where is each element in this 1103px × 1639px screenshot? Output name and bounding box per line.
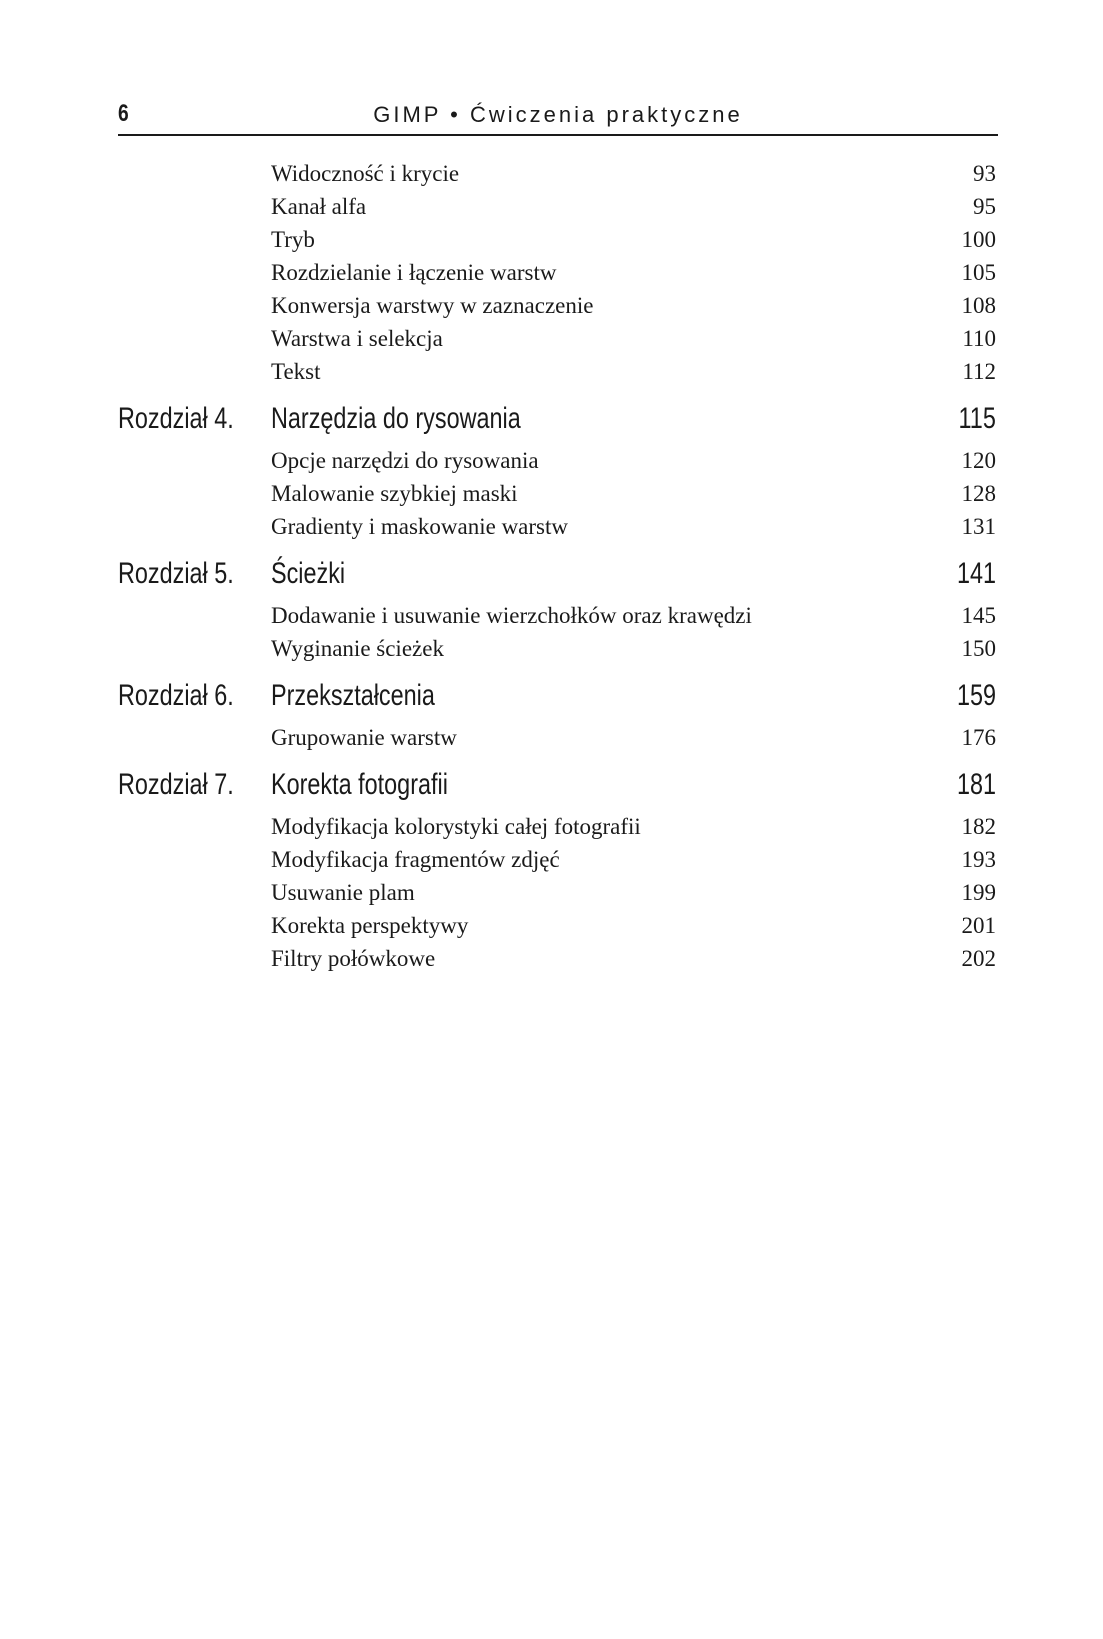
chapter-page-number: 115 xyxy=(958,402,996,435)
entry-page-number: 128 xyxy=(961,481,996,506)
entry-page-number: 95 xyxy=(973,194,996,219)
entry-page-number: 110 xyxy=(962,326,996,351)
chapter-section xyxy=(118,760,996,975)
entry-page-number: 108 xyxy=(961,293,996,318)
toc-entry xyxy=(118,632,996,665)
entry-page-number: 193 xyxy=(961,847,996,872)
entry-title: Warstwa i selekcja xyxy=(271,326,443,351)
entry-title: Tryb xyxy=(271,227,315,252)
chapter-heading xyxy=(118,394,996,444)
chapter-heading xyxy=(118,549,996,599)
entry-page-number: 120 xyxy=(961,448,996,473)
chapter-page-number: 141 xyxy=(956,557,996,590)
toc-entry xyxy=(118,256,996,289)
chapter-label: Rozdział 7. xyxy=(118,768,234,801)
toc-entry xyxy=(118,843,996,876)
entry-page-number: 199 xyxy=(961,880,996,905)
toc-entry xyxy=(118,223,996,256)
toc-entry xyxy=(118,322,996,355)
chapter-heading xyxy=(118,760,996,810)
chapter-page-number: 181 xyxy=(956,768,996,801)
chapter-section xyxy=(118,394,996,543)
entry-title: Modyfikacja fragmentów zdjęć xyxy=(271,847,560,872)
table-of-contents xyxy=(118,157,996,975)
toc-entry xyxy=(118,909,996,942)
entry-title: Grupowanie warstw xyxy=(271,725,457,750)
entry-title: Usuwanie plam xyxy=(271,880,415,905)
toc-entry xyxy=(118,810,996,843)
toc-entry xyxy=(118,876,996,909)
entry-title: Filtry połówkowe xyxy=(271,946,436,971)
chapter-title: Korekta fotografii xyxy=(271,768,448,801)
entry-title: Kanał alfa xyxy=(271,194,367,219)
entry-page-number: 145 xyxy=(961,603,996,628)
entry-page-number: 105 xyxy=(961,260,996,285)
entry-page-number: 182 xyxy=(961,814,996,839)
entry-page-number: 150 xyxy=(961,636,996,661)
toc-entry xyxy=(118,721,996,754)
toc-entry xyxy=(118,477,996,510)
entry-page-number: 100 xyxy=(961,227,996,252)
chapter-label: Rozdział 6. xyxy=(118,679,234,712)
running-title: GIMP • Ćwiczenia praktyczne xyxy=(373,102,743,127)
entry-title: Korekta perspektywy xyxy=(271,913,469,938)
entry-page-number: 112 xyxy=(962,359,996,384)
toc-entry xyxy=(118,510,996,543)
entry-page-number: 202 xyxy=(961,946,996,971)
entry-title: Widoczność i krycie xyxy=(271,161,460,186)
running-header xyxy=(118,98,998,136)
entry-title: Rozdzielanie i łączenie warstw xyxy=(271,260,557,285)
entry-page-number: 131 xyxy=(961,514,996,539)
toc-entry xyxy=(118,289,996,322)
toc-entry xyxy=(118,190,996,223)
entry-title: Opcje narzędzi do rysowania xyxy=(271,448,539,473)
entry-page-number: 176 xyxy=(961,725,996,750)
chapter-section xyxy=(118,549,996,665)
continued-section xyxy=(118,157,996,388)
chapter-label: Rozdział 4. xyxy=(118,402,234,435)
toc-entry xyxy=(118,599,996,632)
chapter-label: Rozdział 5. xyxy=(118,557,234,590)
chapter-page-number: 159 xyxy=(956,679,996,712)
toc-entry xyxy=(118,157,996,190)
entry-title: Modyfikacja kolorystyki całej fotografii xyxy=(271,814,641,839)
entry-page-number: 93 xyxy=(973,161,996,186)
entry-title: Gradienty i maskowanie warstw xyxy=(271,514,569,539)
chapter-heading xyxy=(118,671,996,721)
entry-title: Tekst xyxy=(271,359,321,384)
entry-title: Dodawanie i usuwanie wierzchołków oraz krawędzi xyxy=(271,603,752,628)
entry-page-number: 201 xyxy=(961,913,996,938)
toc-entry xyxy=(118,444,996,477)
toc-entry xyxy=(118,942,996,975)
entry-title: Konwersja warstwy w zaznaczenie xyxy=(271,293,594,318)
entry-title: Wyginanie ścieżek xyxy=(271,636,444,661)
entry-title: Malowanie szybkiej maski xyxy=(271,481,518,506)
chapter-title: Narzędzia do rysowania xyxy=(271,402,521,435)
page-number: 6 xyxy=(118,100,129,127)
chapter-title: Ścieżki xyxy=(271,557,346,590)
chapter-section xyxy=(118,671,996,754)
chapter-title: Przekształcenia xyxy=(271,679,435,712)
toc-entry xyxy=(118,355,996,388)
